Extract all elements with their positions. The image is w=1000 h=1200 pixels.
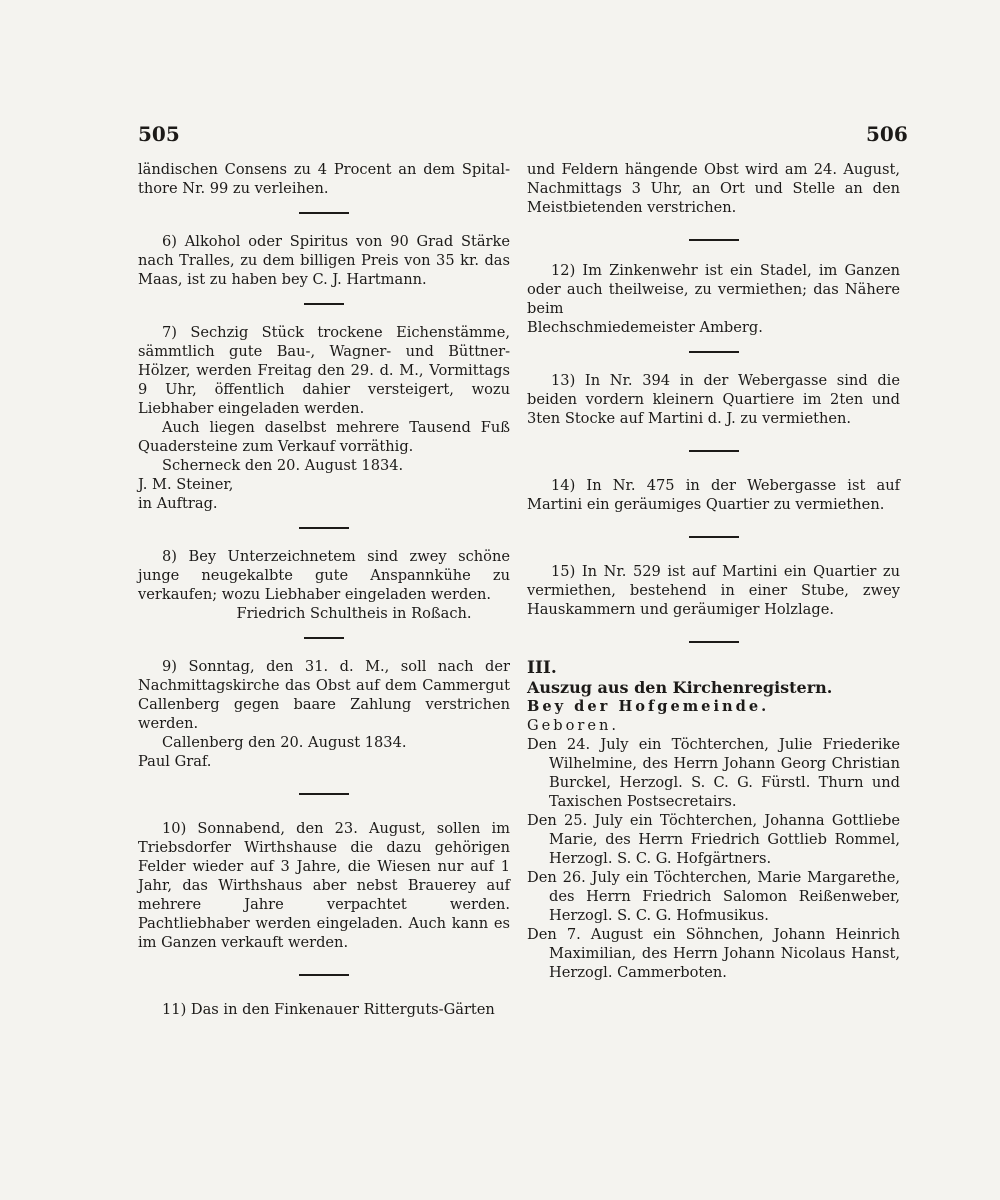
ad-7-signature-role: in Auftrag. xyxy=(138,495,218,512)
divider xyxy=(689,536,739,538)
left-column xyxy=(138,160,510,1019)
page-number-right: 506 xyxy=(866,122,908,146)
divider xyxy=(304,637,344,639)
ad-13: 13) In Nr. 394 in der Webergasse sind die beiden vordern kleinern Quartiere im 2ten und 3ten Stocke auf Martini d. J. zu vermiethen. xyxy=(527,372,900,427)
section-title: Auszug aus den Kirchenregistern. xyxy=(527,678,833,697)
divider xyxy=(689,351,739,353)
ad-10: 10) Sonnabend, den 23. August, sollen im Triebsdorfer Wirthshause die dazu gehörigen Felder wieder auf 3 Jahre, die Wiesen nur auf 1 Jahr, das Wirthshaus aber nebst Brauerey auf mehrere Jahre verpachtet werden. Pachtliebhaber werden eingeladen. Auch kann es im Ganzen verkauft werden. xyxy=(138,820,510,951)
ad-9-date: Callenberg den 20. August 1834. xyxy=(162,734,407,751)
divider xyxy=(304,303,344,305)
divider xyxy=(689,641,739,643)
birth-entry: Den 24. July ein Töchterchen, Julie Friederike Wilhelmine, des Herrn Johann Georg Christian Burckel, Herzogl. S. C. G. Fürstl. Thurn und Taxischen Postsecretairs. xyxy=(527,736,900,810)
parish-heading: Bey der Hofgemeinde. xyxy=(527,698,770,715)
ad-7-signature: J. M. Steiner, xyxy=(138,476,234,493)
ad-8-signature: Friedrich Schultheis in Roßach. xyxy=(236,605,472,622)
ad-6: 6) Alkohol oder Spiritus von 90 Grad Stärke nach Tralles, zu dem billigen Preis von 35 kr. das Maas, ist zu haben bey C. J. Hartmann. xyxy=(138,233,510,288)
ad-12-signature: Blechschmiedemeister Amberg. xyxy=(527,319,763,336)
ad-15: 15) In Nr. 529 ist auf Martini ein Quartier zu vermiethen, bestehend in einer Stube, zwey Hauskammern und geräumiger Holzlage. xyxy=(527,563,900,618)
divider xyxy=(299,793,349,795)
divider xyxy=(689,450,739,452)
divider xyxy=(299,527,349,529)
birth-entry: Den 26. July ein Töchterchen, Marie Margarethe, des Herrn Friedrich Salomon Reißenweber, Herzogl. S. C. G. Hofmusikus. xyxy=(527,869,900,924)
ad-7-text: 7) Sechzig Stück trockene Eichenstämme, sämmtlich gute Bau-, Wagner- und Büttner-Hölzer, werden Freitag den 29. d. M., Vormittags 9 Uhr, öffentlich dahier versteigert, wozu Liebhaber eingeladen werden. xyxy=(138,324,510,417)
ad-5-continuation: ländischen Consens zu 4 Procent an dem Spital-thore Nr. 99 zu verleihen. xyxy=(138,161,510,197)
ad-9-signature: Paul Graf. xyxy=(138,753,212,770)
birth-entry: Den 7. August ein Söhnchen, Johann Heinrich Maximilian, des Herrn Johann Nicolaus Hanst, Herzogl. Cammerboten. xyxy=(527,926,900,981)
ad-11-start: 11) Das in den Finkenauer Ritterguts-Gärten xyxy=(162,1001,495,1018)
ad-11-continuation: und Feldern hängende Obst wird am 24. August, Nachmittags 3 Uhr, an Ort und Stelle an den Meistbietenden verstrichen. xyxy=(527,161,900,216)
ad-7-text-2: Auch liegen daselbst mehrere Tausend Fuß Quadersteine zum Verkauf vorräthig. xyxy=(138,419,510,455)
ad-12: 12) Im Zinkenwehr ist ein Stadel, im Ganzen oder auch theilweise, zu vermiethen; das Nähere beim xyxy=(527,262,900,317)
ad-9: 9) Sonntag, den 31. d. M., soll nach der Nachmittagskirche das Obst auf dem Cammergut Callenberg gegen baare Zahlung verstrichen werden. xyxy=(138,658,510,732)
divider xyxy=(299,212,349,214)
right-column xyxy=(527,160,900,982)
birth-entry: Den 25. July ein Töchterchen, Johanna Gottliebe Marie, des Herrn Friedrich Gottlieb Rommel, Herzogl. S. C. G. Hofgärtners. xyxy=(527,812,900,867)
section-number: III. xyxy=(527,658,557,678)
ad-7-date: Scherneck den 20. August 1834. xyxy=(162,457,404,474)
ad-8: 8) Bey Unterzeichnetem sind zwey schöne junge neugekalbte gute Anspannkühe zu verkaufen; wozu Liebhaber eingeladen werden. xyxy=(138,548,510,603)
births-heading: Geboren. xyxy=(527,717,620,734)
divider xyxy=(689,239,739,241)
page-number-left: 505 xyxy=(138,122,180,146)
ad-14: 14) In Nr. 475 in der Webergasse ist auf Martini ein geräumiges Quartier zu vermiethen. xyxy=(527,477,900,513)
divider xyxy=(299,974,349,976)
